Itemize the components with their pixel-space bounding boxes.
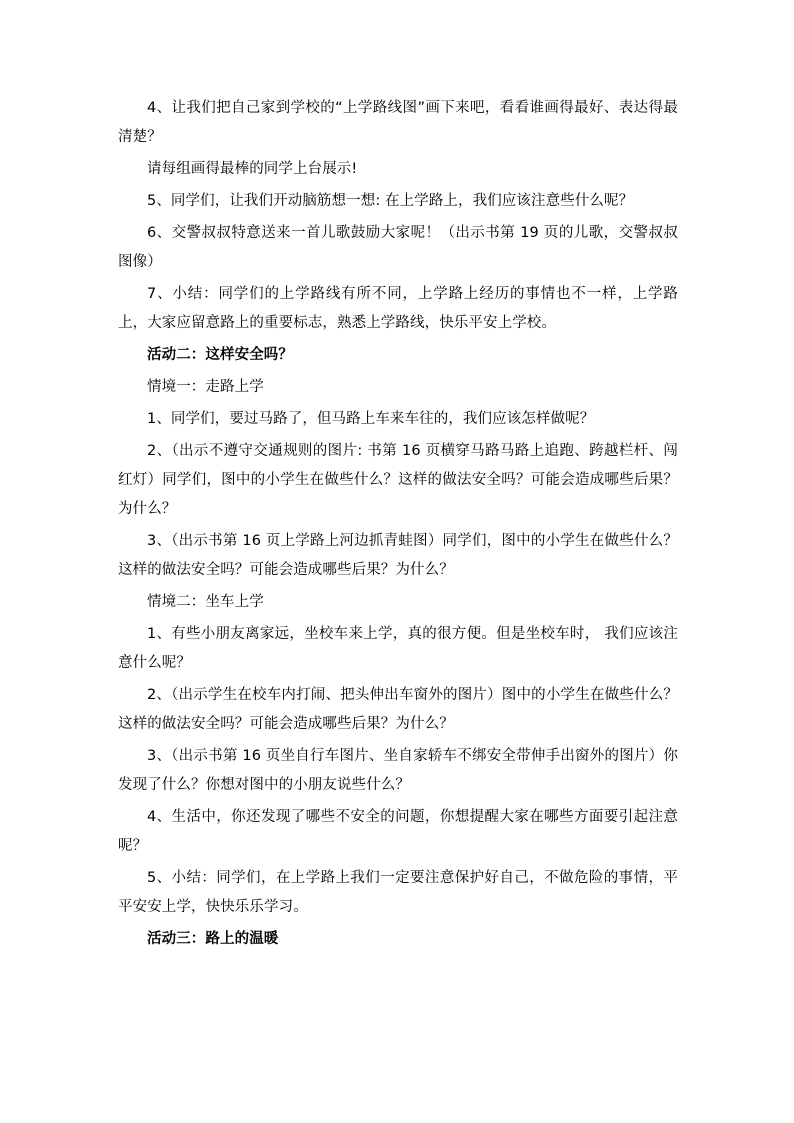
subheading-scenario-2: 情境二：坐车上学	[147, 594, 264, 610]
subheading-scenario-1: 情境一：走路上学	[147, 379, 264, 395]
paragraph-summary-1: 7、小结：同学们的上学路线有所不同，上学路上经历的事情也不一样，上学路上，大家应留意路上的重要标志，熟悉上学路线，快乐平安上学校。	[118, 286, 678, 331]
document-page	[118, 94, 678, 957]
paragraph-school-bus: 1、有些小朋友离家远，坐校车来上学，真的很方便。但是坐校车时， 我们应该注意什么呢？	[118, 626, 678, 671]
paragraph-bus-behavior: 2、（出示学生在校车内打闹、把头伸出车窗外的图片）图中的小学生在做些什么？这样的做法安全吗？可能会造成哪些后果？为什么？	[118, 687, 678, 732]
paragraph-traffic-rules: 2、（出示不遵守交通规则的图片: 书第 16 页横穿马路马路上追跑、跨越栏杆、闯红灯）同学们，图中的小学生在做些什么？这样的做法安全吗？可能会造成哪些后果？为什么？	[118, 443, 678, 517]
heading-activity-2: 活动二：这样安全吗？	[147, 347, 293, 363]
paragraph-bike-car: 3、（出示书第 16 页坐自行车图片、坐自家轿车不绑安全带伸手出窗外的图片）你发现了什么？你想对图中的小朋友说些什么？	[118, 748, 678, 793]
heading-activity-3: 活动三：路上的温暖	[147, 931, 279, 947]
paragraph-police-song: 6、交警叔叔特意送来一首儿歌鼓励大家呢！（出示书第 19 页的儿歌，交警叔叔图像）	[118, 225, 678, 270]
paragraph-draw-route: 4、让我们把自己家到学校的“上学路线图”画下来吧，看看谁画得最好、表达得最清楚？	[118, 100, 678, 145]
paragraph-cross-road: 1、同学们，要过马路了，但马路上车来车往的，我们应该怎样做呢？	[147, 411, 595, 427]
paragraph-group-show: 请每组画得最棒的同学上台展示!	[147, 161, 358, 177]
paragraph-think-safety: 5、同学们，让我们开动脑筋想一想: 在上学路上，我们应该注意些什么呢？	[147, 193, 634, 209]
paragraph-frog-river: 3、（出示书第 16 页上学路上河边抓青蛙图）同学们，图中的小学生在做些什么？这样的做法安全吗？可能会造成哪些后果？为什么？	[118, 533, 678, 578]
paragraph-summary-2: 5、小结：同学们，在上学路上我们一定要注意保护好自己，不做危险的事情，平平安安上学，快快乐乐学习。	[118, 870, 678, 915]
paragraph-unsafe-issues: 4、生活中，你还发现了哪些不安全的问题，你想提醒大家在哪些方面要引起注意呢？	[118, 809, 678, 854]
